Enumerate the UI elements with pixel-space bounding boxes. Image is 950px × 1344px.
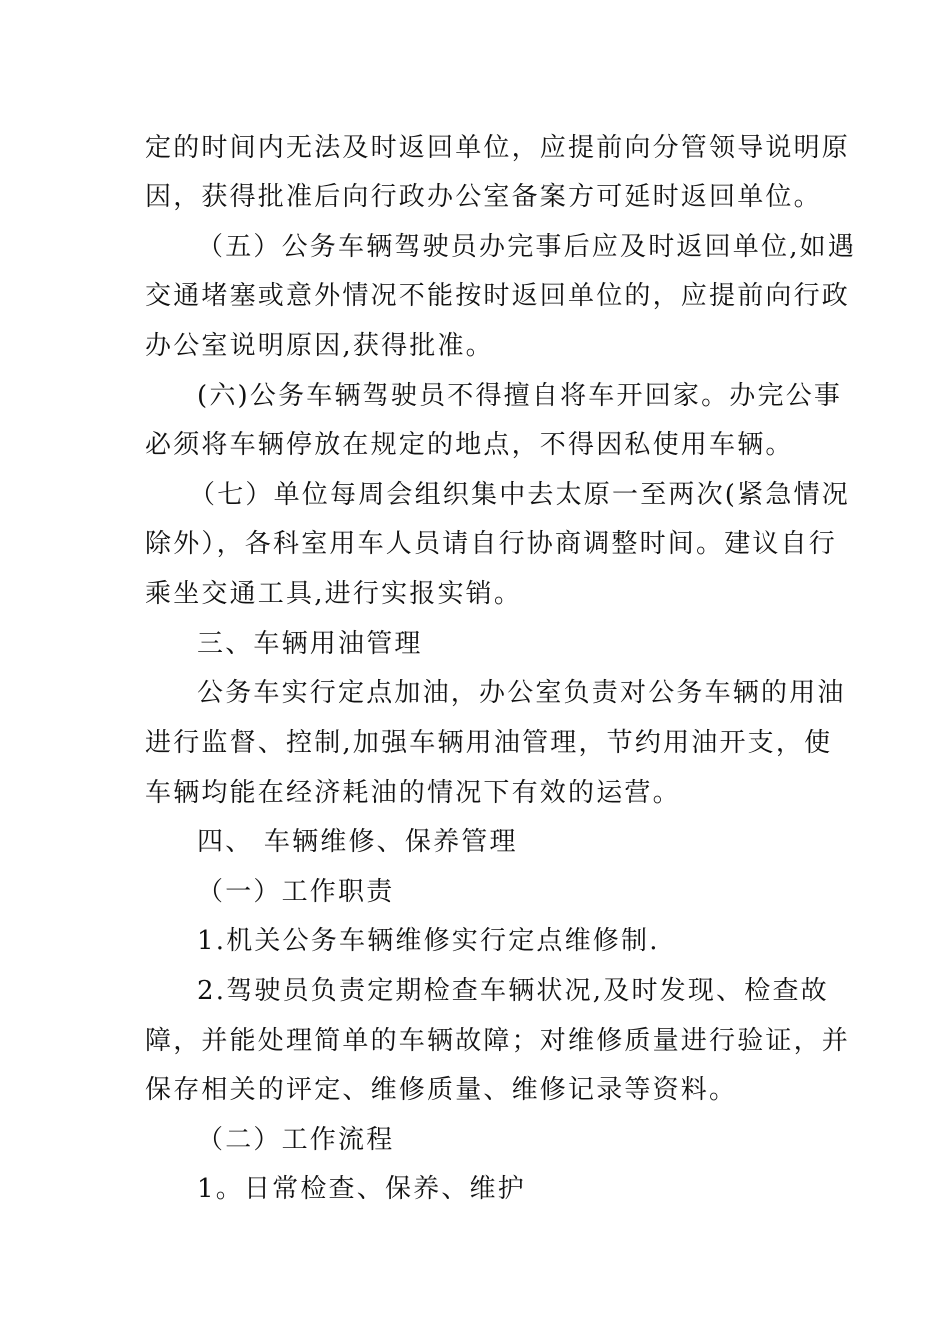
text-line: 进行监督、控制,加强车辆用油管理，节约用油开支，使 [145, 728, 833, 758]
list-item-1: 1.机关公务车辆维修实行定点维修制. [197, 926, 660, 956]
text-line: 乘坐交通工具,进行实报实销。 [145, 579, 523, 609]
text-line: 障，并能处理简单的车辆故障；对维修质量进行验证，并 [145, 1026, 851, 1056]
paragraph-5-start: （五）公务车辆驾驶员办完事后应及时返回单位,如遇 [197, 232, 857, 262]
paragraph-7-start: （七）单位每周会组织集中去太原一至两次(紧急情况 [189, 480, 850, 510]
text-line: 定的时间内无法及时返回单位，应提前向分管领导说明原 [145, 133, 851, 163]
section-heading-fuel: 三、车辆用油管理 [197, 629, 423, 659]
text-line: 因，获得批准后向行政办公室备案方可延时返回单位。 [145, 182, 822, 212]
paragraph-fuel-start: 公务车实行定点加油，办公室负责对公务车辆的用油 [197, 678, 846, 708]
text-line: 办公室说明原因,获得批准。 [145, 331, 494, 361]
text-line: 交通堵塞或意外情况不能按时返回单位的，应提前向行政 [145, 281, 851, 311]
paragraph-6-start: (六)公务车辆驾驶员不得擅自将车开回家。办完公事 [197, 381, 843, 411]
text-line: 保存相关的评定、维修质量、维修记录等资料。 [145, 1075, 738, 1105]
text-line: 必须将车辆停放在规定的地点，不得因私使用车辆。 [145, 430, 794, 460]
text-line: 车辆均能在经济耗油的情况下有效的运营。 [145, 778, 681, 808]
section-heading-maintenance: 四、 车辆维修、保养管理 [197, 827, 518, 857]
text-line: 除外），各科室用车人员请自行协商调整时间。建议自行 [145, 529, 838, 559]
subsection-heading-workflow: （二）工作流程 [197, 1125, 395, 1155]
subsection-heading-duties: （一）工作职责 [197, 877, 395, 907]
list-item-workflow-1: 1。日常检查、保养、维护 [197, 1174, 526, 1204]
list-item-2: 2.驾驶员负责定期检查车辆状况,及时发现、检查故 [197, 976, 829, 1006]
